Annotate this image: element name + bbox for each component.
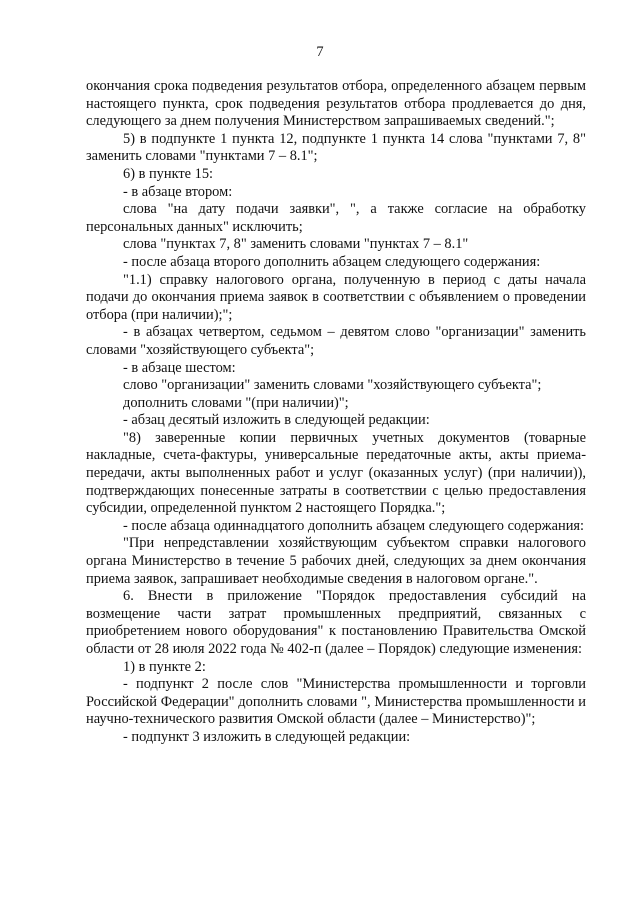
paragraph: слова "на дату подачи заявки", ", а также согласие на обработку персональных данных" исключить;: [86, 201, 586, 235]
paragraph: окончания срока подведения результатов отбора, определенного абзацем первым настоящего пункта, срок подведения результатов отбора продлевается до дня, следующего за днем получения Министерством запрашиваемых сведений.";: [86, 78, 586, 130]
document-body: [86, 78, 586, 747]
paragraph: "При непредставлении хозяйствующим субъектом справки налогового органа Министерство в течение 5 рабочих дней, следующих за днем окончания приема заявок, запрашивает необходимые сведения в налоговом органе.".: [86, 535, 586, 587]
page-number: 7: [316, 44, 324, 60]
paragraph: - в абзацах четвертом, седьмом – девятом слово "организации" заменить словами "хозяйствующего субъекта";: [86, 324, 586, 358]
paragraph: 6. Внести в приложение "Порядок предоставления субсидий на возмещение части затрат промышленных предприятий, связанных с приобретением нового оборудования" к постановлению Правительства Омской области от 28 июля 2022 года № 402-п (далее – Порядок) следующие изменения:: [86, 588, 586, 657]
paragraph: слова "пунктах 7, 8" заменить словами "пунктах 7 – 8.1": [123, 236, 469, 253]
paragraph: 6) в пункте 15:: [123, 165, 214, 182]
paragraph: дополнить словами "(при наличии)";: [123, 394, 349, 411]
paragraph: - после абзаца второго дополнить абзацем следующего содержания:: [123, 253, 541, 270]
paragraph: "8) заверенные копии первичных учетных документов (товарные накладные, счета-фактуры, универсальные передаточные акты, акты приема-передачи, акты выполненных работ и услуг (оказанных услуг) (при наличии)), подтверждающих понесенные затраты в соответствии с целью предоставления субсидии, определенной пунктом 2 настоящего Порядка.";: [86, 429, 586, 517]
paragraph: - подпункт 3 изложить в следующей редакции:: [123, 728, 411, 745]
paragraph: - в абзаце шестом:: [123, 359, 236, 376]
paragraph: слово "организации" заменить словами "хозяйствующего субъекта";: [123, 377, 542, 394]
paragraph: - в абзаце втором:: [123, 183, 233, 200]
paragraph: 1) в пункте 2:: [123, 658, 206, 675]
paragraph: "1.1) справку налогового органа, полученную в период с даты начала подачи до окончания приема заявок в соответствии с объявлением о проведении отбора (при наличии);";: [86, 271, 586, 323]
paragraph: 5) в подпункте 1 пункта 12, подпункте 1 пункта 14 слова "пунктами 7, 8" заменить словами "пунктами 7 – 8.1";: [86, 130, 586, 165]
paragraph: - после абзаца одиннадцатого дополнить абзацем следующего содержания:: [123, 517, 585, 534]
paragraph: - подпункт 2 после слов "Министерства промышленности и торговли Российской Федерации" дополнить словами ", Министерства промышленности и научно-технического развития Омской области (далее – Министерство)";: [86, 676, 586, 728]
paragraph: - абзац десятый изложить в следующей редакции:: [123, 412, 430, 429]
